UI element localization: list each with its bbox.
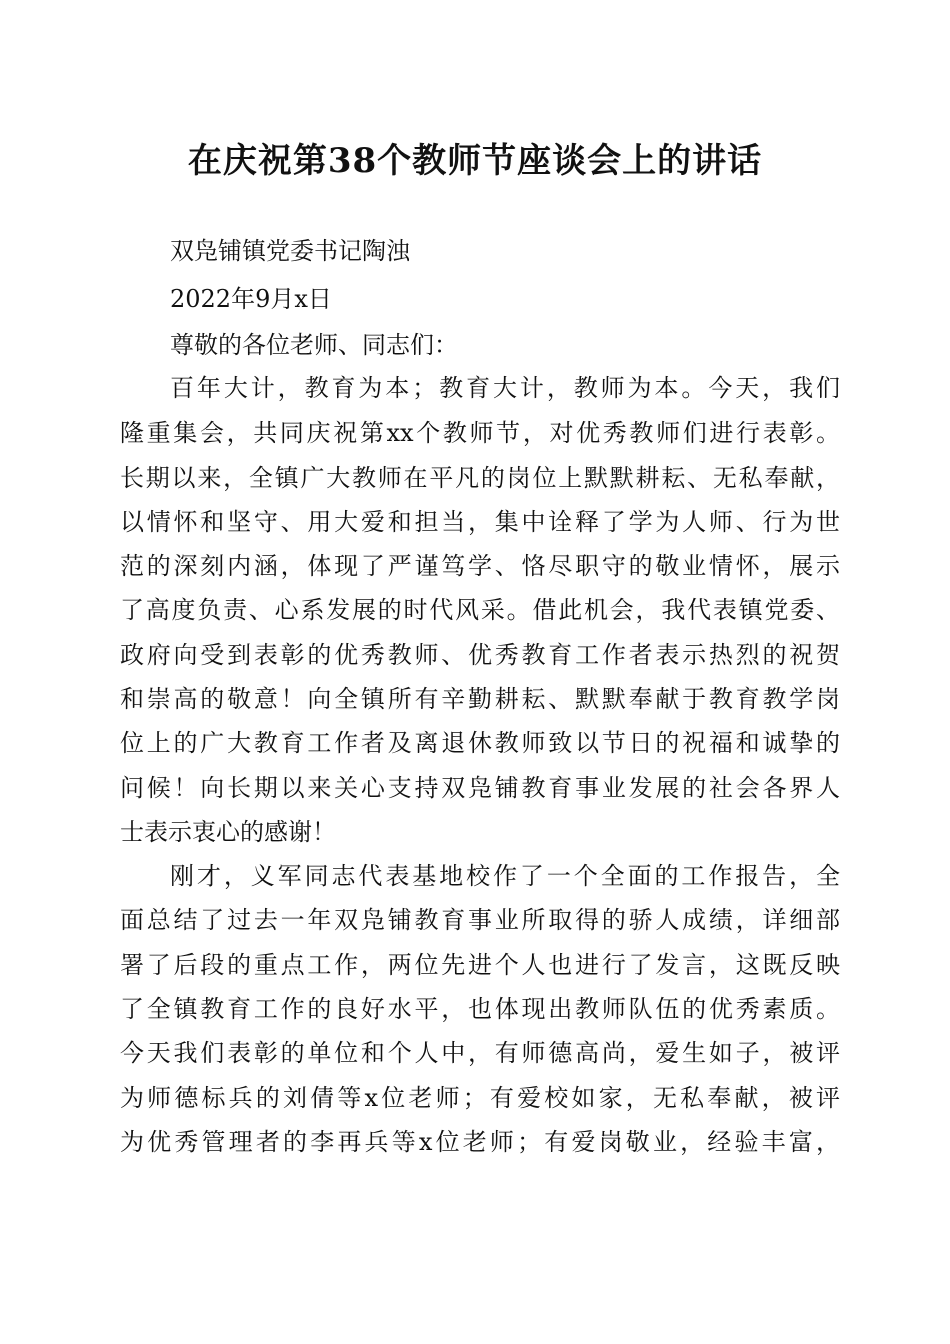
paragraph2-line: 刚才，义军同志代表基地校作了一个全面的工作报告，全 <box>170 862 840 890</box>
paragraph2-line: 为师德标兵的刘倩等x位老师；有爱校如家，无私奉献，被评 <box>120 1084 840 1112</box>
paragraph2-line: 为优秀管理者的李再兵等x位老师；有爱岗敬业，经验丰富， <box>120 1128 840 1156</box>
paragraph2-line: 了全镇教育工作的良好水平，也体现出教师队伍的优秀素质。 <box>120 995 840 1023</box>
paragraph1-line: 百年大计，教育为本；教育大计，教师为本。今天，我们 <box>170 374 840 402</box>
paragraph2-line: 署了后段的重点工作，两位先进个人也进行了发言，这既反映 <box>120 951 840 979</box>
paragraph2-line: 面总结了过去一年双凫铺教育事业所取得的骄人成绩，详细部 <box>120 906 840 934</box>
salutation-line: 尊敬的各位老师、同志们： <box>170 331 458 359</box>
paragraph1-line: 了高度负责、心系发展的时代风采。借此机会，我代表镇党委、 <box>120 596 840 624</box>
paragraph1-line: 范的深刻内涵，体现了严谨笃学、恪尽职守的敬业情怀，展示 <box>120 552 840 580</box>
paragraph1-line: 士表示衷心的感谢！ <box>120 818 336 846</box>
paragraph1-line: 问候！向长期以来关心支持双凫铺教育事业发展的社会各界人 <box>120 774 840 802</box>
date-line: 2022年9月x日 <box>170 285 332 313</box>
document-title: 在庆祝第38个教师节座谈会上的讲话 <box>187 141 763 181</box>
paragraph1-line: 隆重集会，共同庆祝第xx个教师节，对优秀教师们进行表彰。 <box>120 419 840 447</box>
paragraph1-line: 位上的广大教育工作者及离退休教师致以节日的祝福和诚挚的 <box>120 729 840 757</box>
paragraph1-line: 和崇高的敬意！向全镇所有辛勤耕耘、默默奉献于教育教学岗 <box>120 685 840 713</box>
paragraph1-line: 以情怀和坚守、用大爱和担当，集中诠释了学为人师、行为世 <box>120 508 840 536</box>
paragraph2-line: 今天我们表彰的单位和个人中，有师德高尚，爱生如子，被评 <box>120 1039 840 1067</box>
author-line: 双凫铺镇党委书记陶浊 <box>170 237 410 265</box>
paragraph1-line: 政府向受到表彰的优秀教师、优秀教育工作者表示热烈的祝贺 <box>120 641 840 669</box>
paragraph1-line: 长期以来，全镇广大教师在平凡的岗位上默默耕耘、无私奉献， <box>120 464 840 492</box>
